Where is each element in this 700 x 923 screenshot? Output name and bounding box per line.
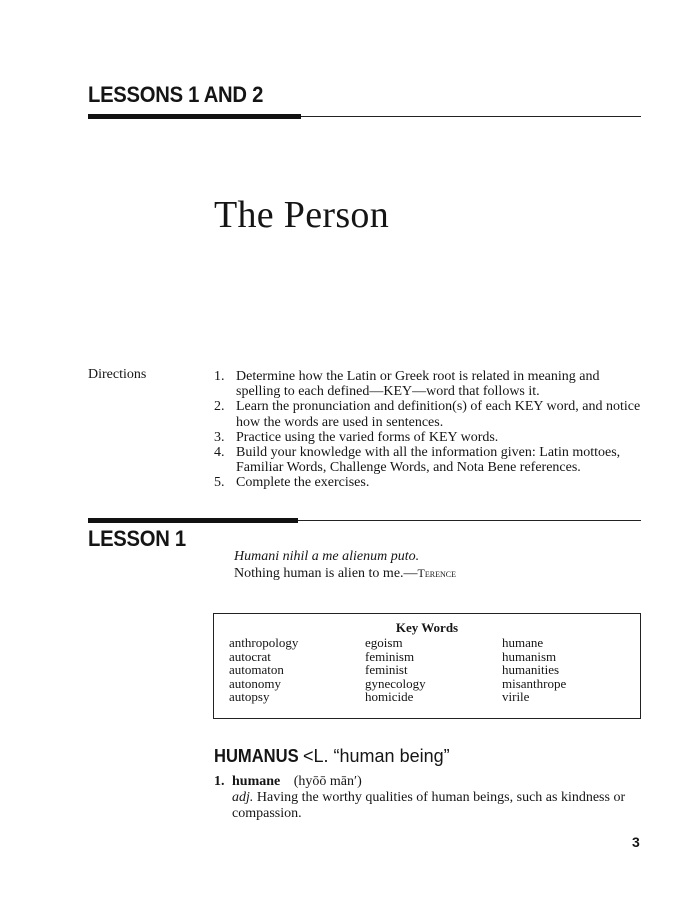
direction-item — [214, 475, 644, 490]
key-word: humanities — [502, 662, 560, 678]
key-words-column-1 — [229, 636, 298, 704]
key-word: humane — [502, 635, 544, 650]
direction-item — [214, 445, 644, 475]
directions-label: Directions — [88, 367, 147, 382]
lessons-heading: LESSONS 1 AND 2 — [88, 82, 264, 107]
root-origin: <L. “human being” — [303, 746, 450, 766]
key-word: homicide — [365, 689, 414, 705]
key-word: automaton — [229, 662, 284, 678]
direction-text: Determine how the Latin or Greek root is related in meaning and spelling to each defined—KEY—word that follows it. — [236, 369, 600, 400]
key-word: humanism — [502, 648, 557, 664]
motto-author: Terence — [417, 566, 456, 580]
motto-translation — [234, 566, 456, 582]
entry-definition-text: Having the worthy qualities of human beings, such as kindness or compassion. — [232, 790, 626, 821]
key-word: virile — [502, 689, 530, 705]
key-word: gynecology — [365, 675, 426, 691]
chapter-title: The Person — [214, 194, 390, 236]
direction-item — [214, 430, 644, 445]
key-word: feminist — [365, 662, 408, 678]
direction-item — [214, 399, 644, 429]
key-words-column-3 — [502, 636, 566, 704]
key-word: autocrat — [229, 648, 271, 664]
direction-text: Complete the exercises. — [236, 475, 370, 491]
key-words-column-2 — [365, 636, 426, 704]
entry-number: 1. — [214, 774, 225, 789]
root-word: HUMANUS — [214, 746, 299, 766]
direction-item — [214, 369, 644, 399]
direction-number: 4. — [214, 445, 225, 461]
latin-motto: Humani nihil a me alienum puto. — [234, 549, 420, 564]
entry-part-of-speech: adj. — [232, 790, 254, 805]
heading-thin-rule — [301, 116, 641, 117]
key-word: egoism — [365, 635, 403, 650]
word-entry — [214, 774, 362, 790]
key-word: anthropology — [229, 635, 299, 650]
lesson-thick-rule — [88, 518, 298, 523]
direction-number: 5. — [214, 475, 225, 491]
key-word: autopsy — [229, 689, 270, 705]
root-heading — [214, 746, 450, 767]
key-words-box — [213, 613, 641, 719]
entry-word: humane — [232, 774, 281, 789]
key-word: misanthrope — [502, 675, 567, 691]
direction-text: Build your knowledge with all the information given: Latin mottoes, Familiar Words, Challenge Words, and Nota Bene references. — [236, 445, 621, 476]
direction-number: 1. — [214, 369, 225, 384]
direction-number: 2. — [214, 399, 225, 415]
motto-translation-text: Nothing human is alien to me.— — [234, 566, 418, 581]
page-number: 3 — [632, 834, 640, 850]
direction-text: Practice using the varied forms of KEY words. — [236, 429, 499, 445]
entry-definition — [232, 790, 642, 822]
key-word: autonomy — [229, 675, 281, 691]
heading-thick-rule — [88, 114, 301, 119]
directions-list — [214, 369, 644, 491]
key-word: feminism — [365, 648, 415, 664]
direction-text: Learn the pronunciation and definition(s) of each KEY word, and notice how the words are used in sentences. — [236, 399, 641, 430]
lesson-heading: LESSON 1 — [88, 526, 186, 551]
key-words-title: Key Words — [395, 620, 459, 635]
lesson-thin-rule — [298, 520, 641, 521]
direction-number: 3. — [214, 429, 225, 445]
entry-pronunciation: (hyōō mān′) — [293, 774, 362, 789]
